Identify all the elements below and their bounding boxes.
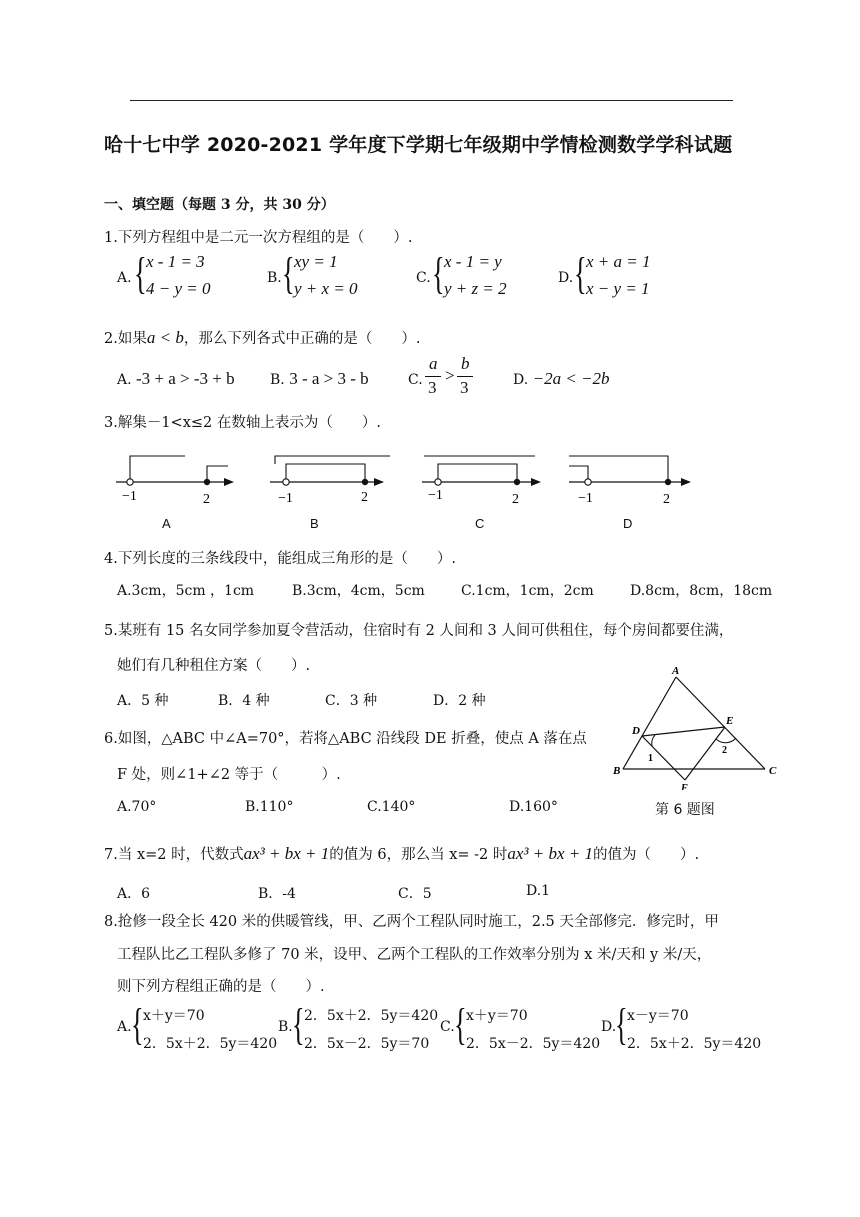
svg-text:1: 1: [648, 753, 653, 764]
q2-stem: 2.如果a < b，那么下列各式中正确的是（ ）.: [104, 328, 421, 347]
q1-option-c-label: C.: [416, 270, 431, 286]
svg-text:2: 2: [203, 492, 210, 507]
q1-option-b-label: B.: [267, 270, 282, 286]
number-line-b: [270, 456, 390, 506]
q6-option-c: C.140°: [367, 799, 416, 815]
q5-stem-line1: 5.某班有 15 名女同学参加夏令营活动，住宿时有 2 人间和 3 人间可供租住，每个房间都要住满，: [104, 623, 734, 639]
q3-label-b: B: [310, 516, 319, 531]
svg-text:2: 2: [512, 492, 519, 507]
q5-option-b: B．4 种: [218, 693, 270, 709]
number-line-c: [422, 456, 541, 507]
svg-text:2: 2: [663, 492, 670, 507]
q2-condition: a < b: [146, 328, 184, 347]
brace-icon: {: [432, 249, 445, 298]
q8-stem-line1: 8.抢修一段全长 420 米的供暖管线，甲、乙两个工程队同时施工，2.5 天全部修完．修完时，甲: [104, 914, 719, 930]
svg-text:A: A: [672, 665, 680, 677]
q6-figure-caption: 第 6 题图: [655, 802, 715, 818]
q6-option-d: D.160°: [509, 799, 558, 815]
q8-option-d-label: D.: [601, 1019, 617, 1035]
q7-expression: ax³ + bx + 1: [243, 844, 330, 863]
svg-text:F: F: [681, 783, 688, 790]
q6-stem-line1: 6.如图，△ABC 中∠A=70°，若将△ABC 沿线段 DE 折叠，使点 A 落在点: [104, 731, 587, 747]
q8-stem-line3: 则下列方程组正确的是（ ）.: [117, 979, 325, 995]
q7-option-b: B．-4: [258, 886, 296, 902]
q4-stem: 4.下列长度的三条线段中，能组成三角形的是（ ）.: [104, 551, 456, 567]
brace-icon: {: [454, 1000, 467, 1049]
svg-text:2: 2: [722, 745, 727, 756]
q3-label-d: D: [623, 516, 633, 531]
q1-option-a-label: A.: [117, 270, 132, 286]
q8-option-a-label: A.: [117, 1019, 132, 1035]
q3-label-a: A: [162, 516, 171, 531]
q1-option-d-label: D.: [558, 270, 574, 286]
number-line-a: [116, 456, 234, 507]
q8-option-b-label: B.: [278, 1019, 293, 1035]
brace-icon: {: [292, 1000, 305, 1049]
q6-option-a: A.70°: [117, 799, 157, 815]
q5-option-c: C．3 种: [325, 693, 378, 709]
q5-option-d: D．2 种: [433, 693, 486, 709]
header-rule: [130, 100, 733, 101]
svg-text:C: C: [769, 765, 777, 777]
q4-option-b: B.3cm，4cm，5cm: [292, 583, 425, 599]
brace-icon: {: [131, 1000, 144, 1049]
svg-text:−1: −1: [578, 491, 593, 506]
q7-option-d: D.1: [526, 883, 551, 899]
q7-expression-2: ax³ + bx + 1: [507, 844, 594, 863]
brace-icon: {: [615, 1000, 628, 1049]
q5-stem-line2: 她们有几种租住方案（ ）.: [117, 658, 311, 674]
q1-stem: 1.下列方程组中是二元一次方程组的是（ ）.: [104, 230, 413, 246]
q5-option-a: A．5 种: [117, 693, 169, 709]
q2-option-b: B. 3 - a > 3 - b: [270, 369, 369, 388]
q7-option-c: C．5: [398, 886, 432, 902]
q3-number-lines: [110, 448, 750, 536]
q6-triangle-figure: [605, 660, 785, 790]
brace-icon: {: [282, 249, 295, 298]
q6-stem-line2: F 处，则∠1+∠2 等于（ ）.: [117, 767, 341, 783]
q3-label-c: C: [475, 516, 485, 531]
q7-stem: 7.当 x=2 时，代数式ax³ + bx + 1的值为 6，那么当 x= -2 时ax³ + bx + 1的值为（ ）.: [104, 844, 700, 863]
svg-text:−1: −1: [278, 491, 293, 506]
svg-text:2: 2: [361, 490, 368, 505]
q2-option-d: D. −2a < −2b: [513, 369, 610, 388]
number-line-d: [569, 456, 691, 507]
q4-option-d: D.8cm，8cm，18cm: [630, 583, 773, 599]
q4-option-c: C.1cm，1cm，2cm: [461, 583, 594, 599]
q6-option-b: B.110°: [245, 799, 294, 815]
exam-title: 哈十七中学 2020-2021 学年度下学期七年级期中学情检测数学学科试题: [104, 134, 733, 156]
q2-option-a: A. -3 + a > -3 + b: [117, 369, 235, 388]
q2-option-c-label: C.: [408, 372, 423, 388]
q2-option-c-fraction: a 3 > b 3: [425, 354, 477, 400]
svg-text:D: D: [632, 725, 640, 737]
brace-icon: {: [134, 249, 147, 298]
brace-icon: {: [574, 249, 587, 298]
section-heading: 一、填空题（每题 3 分，共 30 分）: [104, 197, 335, 213]
q8-stem-line2: 工程队比乙工程队多修了 70 米，设甲、乙两个工程队的工作效率分别为 x 米/天和 y 米/天，: [117, 947, 712, 963]
q7-option-a: A．6: [117, 886, 151, 902]
q8-option-c-label: C.: [440, 1019, 455, 1035]
svg-text:−1: −1: [428, 488, 443, 503]
svg-text:−1: −1: [122, 489, 137, 504]
svg-text:B: B: [613, 765, 621, 777]
q3-stem: 3.解集－1<x≤2 在数轴上表示为（ ）.: [104, 415, 381, 431]
q4-option-a: A.3cm，5cm ，1cm: [117, 583, 255, 599]
svg-text:E: E: [726, 715, 734, 727]
